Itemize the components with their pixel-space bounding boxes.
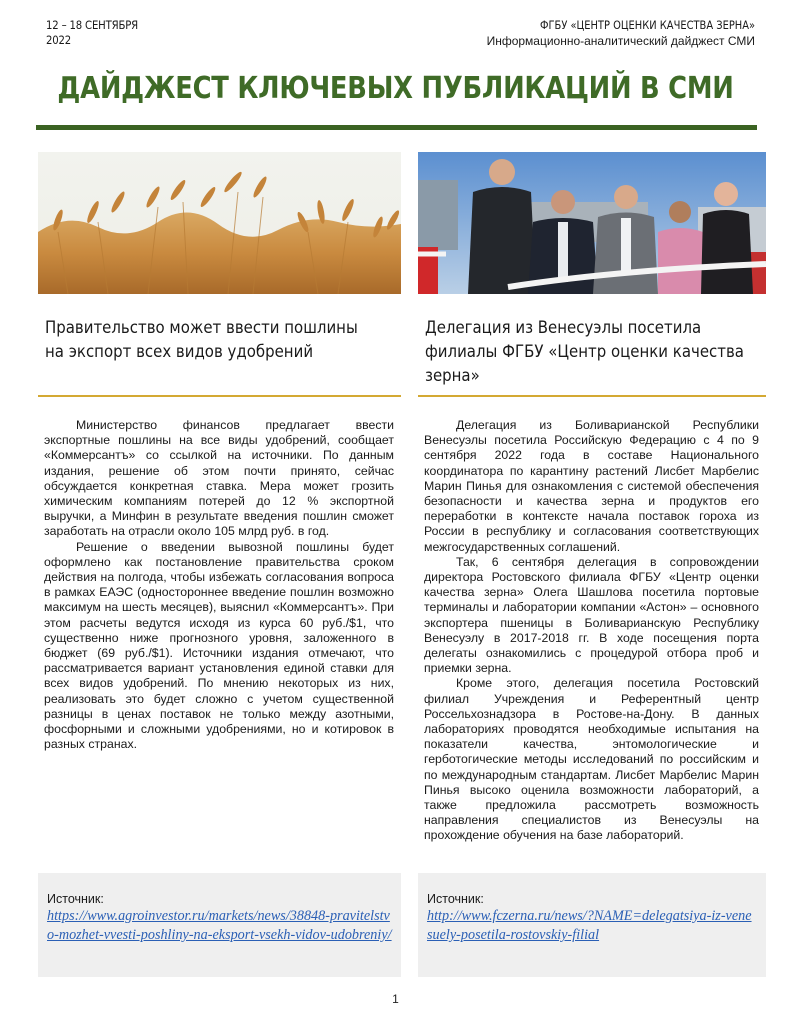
article-2-paragraph: Так, 6 сентября делегация в сопровождении директора Ростовского филиала ФГБУ «Центр оценки качества зерна» Олега Шашлова посетила портовые терминалы и лаборатории компании «Астон» – основного экспортера пшеницы в Боливарианскую Республику Венесуэлу в 2017-2018 гг. В ходе посещения порта делегаты ознакомились с процедурой отбора проб и приемки зерна.: [424, 554, 759, 676]
organization-name: ФГБУ «ЦЕНТР ОЦЕНКИ КАЧЕСТВА ЗЕРНА»: [539, 18, 755, 32]
article-1-title-line: на экспорт всех видов удобрений: [45, 342, 314, 362]
article-2-title: [425, 316, 744, 388]
article-1-source-box: [38, 873, 401, 977]
article-2-title-line: Делегация из Венесуэлы посетила: [425, 318, 702, 338]
source-label: Источник:: [47, 892, 104, 906]
wheat-field-photo: [38, 152, 401, 294]
source-label: Источник:: [427, 892, 484, 906]
article-1-divider: [38, 395, 401, 397]
article-2-title-line: филиалы ФГБУ «Центр оценки качества: [425, 342, 744, 362]
article-2-source-box: [418, 873, 766, 977]
article-1-source-link[interactable]: https://www.agroinvestor.ru/markets/news/38848-pravitelstvo-mozhet-vvesti-poshliny-na-eksport-vsekh-vidov-udobreniy/: [47, 908, 392, 943]
article-2-source-link[interactable]: http://www.fczerna.ru/news/?NAME=delegatsiya-iz-venesuely-posetila-rostovskiy-filial: [427, 908, 752, 943]
digest-subtitle: Информационно-аналитический дайджест СМИ: [486, 34, 755, 48]
article-2-paragraph: Делегация из Боливарианской Республики Венесуэлы посетила Российскую Федерацию с 4 по 9 сентября 2022 года в составе Национального координатора по карантину растений Лисбет Марбелис Марин Пинья для ознакомления с системой обеспечения безопасности и качества зерна и продуктов его переработки в контексте начала поставок гороха из России в республику и согласования соответствующих межгосударственных соглашений.: [424, 418, 759, 554]
date-range: 12 – 18 СЕНТЯБРЯ: [46, 18, 139, 32]
article-1-title-line: Правительство может ввести пошлины: [45, 318, 358, 338]
article-1-title: [45, 316, 358, 364]
page-number: 1: [392, 992, 399, 1006]
article-2-title-line: зерна»: [425, 366, 480, 386]
digest-date: [46, 18, 138, 48]
article-2-paragraph: Кроме этого, делегация посетила Ростовский филиал Учреждения и Референтный центр Россельхознадзора в Ростове-на-Дону. В данных лабораториях проводятся необходимые испытания на показатели качества, энтомологические и герботогические методы исследований по российским и по международным стандартам. Лисбет Марбелис Марин Пинья высоко оценила возможности лабораторий, а также предложила рассмотреть возможность направления специалистов из Венесуэлы на прохождение обучения на базе лабораторий.: [424, 676, 759, 843]
article-1-paragraph: Решение о введении вывозной пошлины будет оформлено как постановление правительства сроком действия на полгода, чтобы избежать согласования вопроса в рамках ЕАЭС (одностороннее введение пошлин возможно максимум на шесть месяцев), выяснил «Коммерсантъ». При этом расчеты ведутся исходя из курса 60 руб./$1, что существенно ниже прогнозного уровня, заложенного в бюджет (69 руб./$1). Источники издания отмечают, что рассматривается вариант установления единой ставки для всех видов удобрений. По мнению некоторых из них, реализовать это будет сложно с учетом существенной разницы в ценах поставок не только между азотными, фосфорными и сложными удобрениями, но и котировок в разных странах.: [44, 539, 394, 752]
delegation-group-photo: [418, 152, 766, 294]
article-2-divider: [418, 395, 766, 397]
article-1-paragraph: Министерство финансов предлагает ввести экспортные пошлины на все виды удобрений, сообщает «Коммерсантъ» со ссылкой на источники. По данным издания, решение об этом почти принято, сейчас обсуждается конкретная ставка. Мера может грозить химическим компаниям потерей до 12 % экспортной выручки, а Минфин в результате введения пошлин сможет заработать на отрасли около 105 млрд руб. в год.: [44, 418, 394, 539]
article-1-body: [44, 418, 394, 752]
title-divider: [36, 125, 757, 130]
page-title: ДАЙДЖЕСТ КЛЮЧЕВЫХ ПУБЛИКАЦИЙ В СМИ: [57, 71, 734, 106]
header-organization-block: [487, 18, 755, 49]
date-year: 2022: [46, 33, 72, 47]
article-2-body: [424, 418, 759, 844]
